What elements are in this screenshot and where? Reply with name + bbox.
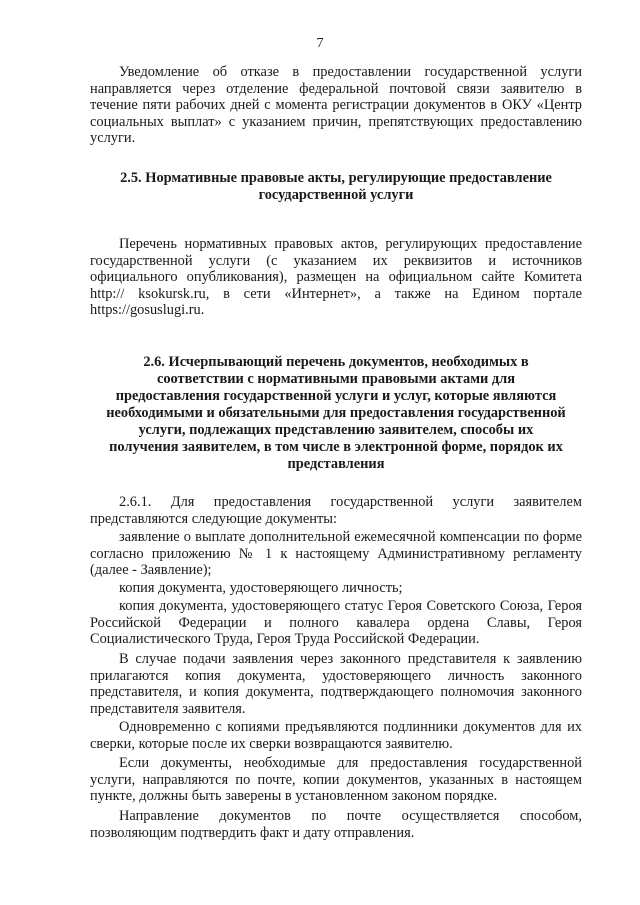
identity-document-item: копия документа, удостоверяющего личность; [119,580,403,596]
section-2-6-heading-line: услуги, подлежащих представлению заявителем, способы их [138,422,534,438]
section-2-6-heading-line: соответствии с нормативными правовыми актами для [156,371,516,387]
hero-status-document-item: копия документа, удостоверяющего статус Героя Советского Союза, Героя Российской Федерации и полного кавалера ордена Славы, Героя Социалистического Труда, Героя Труда Российской Федерации. [90,598,582,648]
page-number: 7 [316,36,324,51]
originals-paragraph: Одновременно с копиями предъявляются подлинники документов для их сверки, которые после их сверки возвращаются заявителю. [90,719,582,752]
section-2-6-heading-line: предоставления государственной услуги и услуг, которые являются [115,388,557,404]
section-2-5-heading-line: 2.5. Нормативные правовые акты, регулирующие предоставление [120,170,552,186]
section-2-6-heading [90,354,582,473]
section-2-6-1-paragraph: 2.6.1. Для предоставления государственной услуги заявителем представляются следующие документы: [90,494,582,527]
application-item: заявление о выплате дополнительной ежемесячной компенсации по форме согласно приложению № 1 к настоящему Административному регламенту (далее - Заявление); [90,529,582,579]
postal-sending-paragraph: Направление документов по почте осуществляется способом, позволяющим подтвердить факт и дату отправления. [90,808,582,841]
postal-copies-paragraph: Если документы, необходимые для предоставления государственной услуги, направляются по почте, копии документов, указанных в настоящем пункте, должны быть заверены в установленном законом порядке. [90,755,582,805]
intro-paragraph: Уведомление об отказе в предоставлении государственной услуги направляется через отделение федеральной почтовой связи заявителю в течение пяти рабочих дней с момента регистрации документов в ОКУ «Центр социальных выплат» с указанием причин, препятствующих предоставлению услуги. [90,64,582,147]
section-2-6-heading-line: представления [287,456,385,472]
section-2-6-heading-line: получения заявителем, в том числе в электронной форме, порядок их [109,439,563,455]
section-2-6-heading-line: необходимыми и обязательными для предоставления государственной [106,405,566,421]
legal-representative-paragraph: В случае подачи заявления через законного представителя к заявлению прилагаются копия документа, удостоверяющего личность законного представителя, и копия документа, подтверждающего полномочия законного представителя заявителя. [90,651,582,717]
section-2-5-paragraph: Перечень нормативных правовых актов, регулирующих предоставление государственной услуги (с указанием их реквизитов и источников официального опубликования), размещен на официальном сайте Комитета http:// ksokursk.ru, в сети «Интернет», а также на Едином портале https://gosuslugi.ru. [90,236,582,319]
section-2-5-heading [90,170,582,204]
section-2-6-heading-line: 2.6. Исчерпывающий перечень документов, необходимых в [143,354,529,370]
section-2-5-heading-line: государственной услуги [258,187,414,203]
